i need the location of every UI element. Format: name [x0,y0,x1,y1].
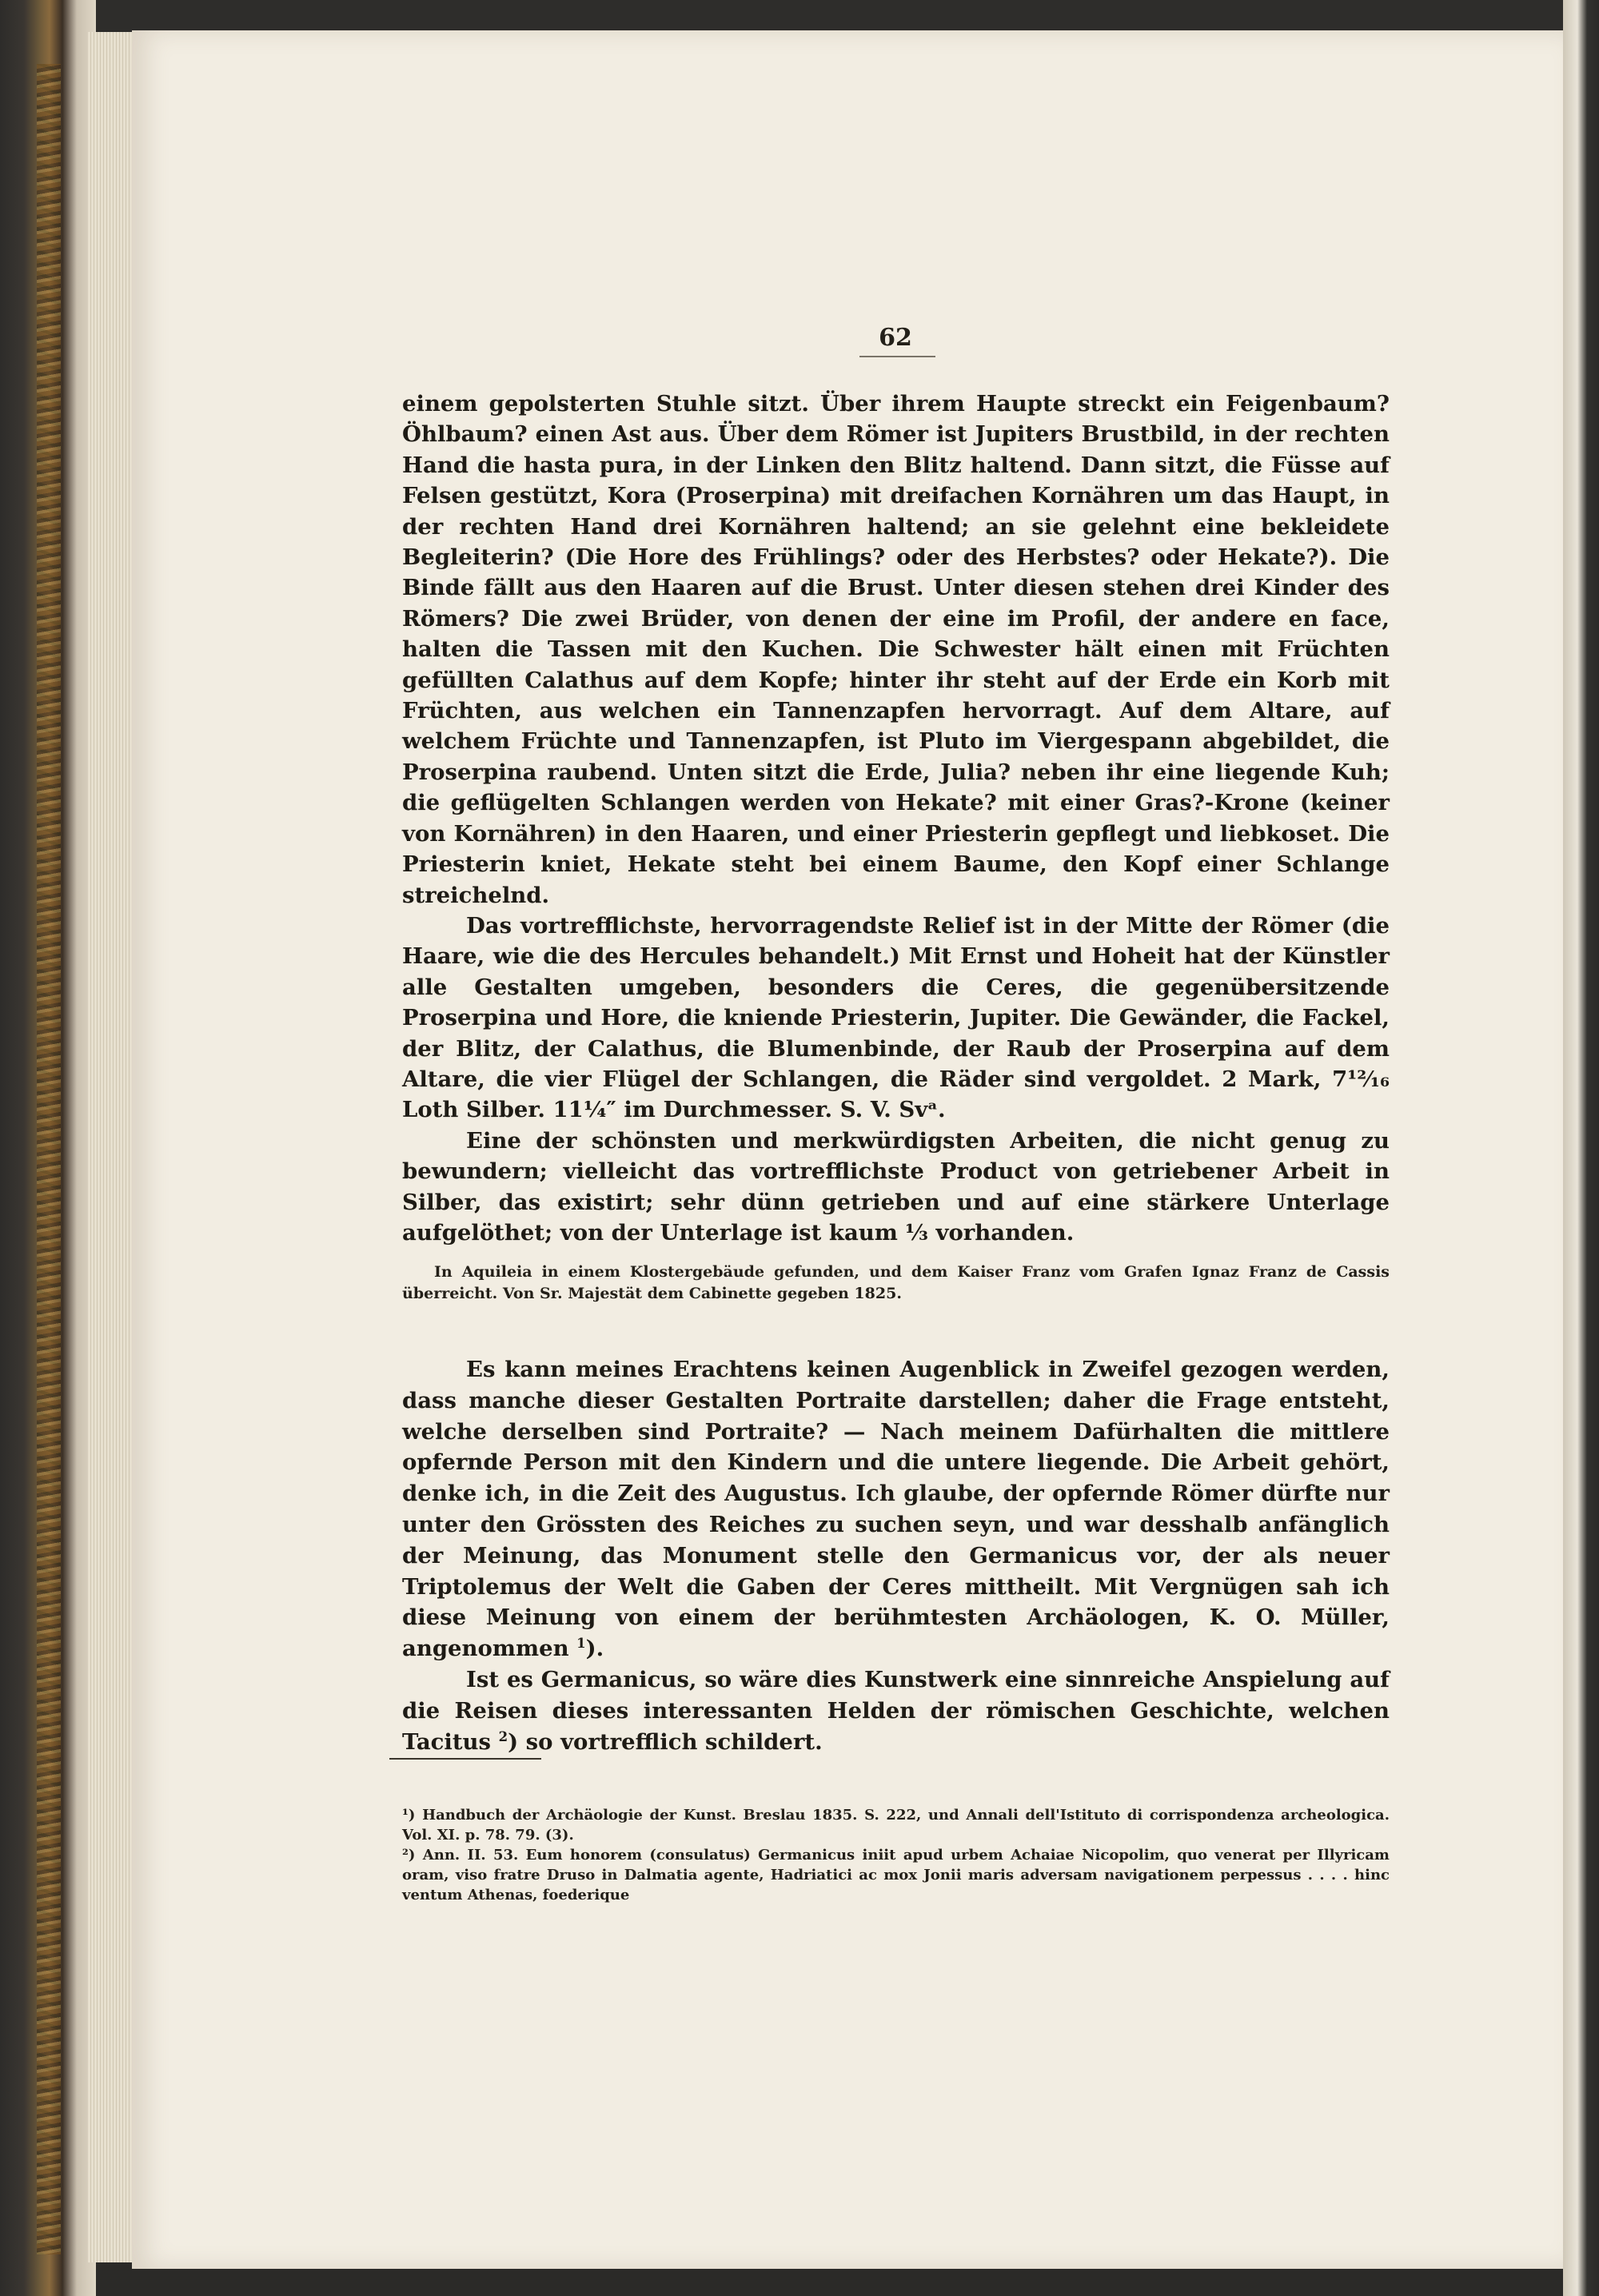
paragraph-3: Eine der schönsten und merkwürdigsten Arbeiten, die nicht genug zu bewundern; vielleicht das vortrefflichste Product von getriebener Arbeit in Silber, das existirt; sehr dünn getrieben und auf eine stärkere Unterlage aufgelöthet; von der Unterlage ist kaum ⅓ vorhanden. [402,1127,1390,1246]
footnote-1-mark: ¹) [402,1807,416,1824]
marbled-book-edge [37,64,61,2254]
paragraph-5-end: ) so vortrefflich schildert. [508,1728,823,1755]
footnote-1 [402,1805,1390,1845]
scan-background-right [1563,0,1599,2296]
provenance-note: In Aquileia in einem Klostergebäude gefunden, und dem Kaiser Franz vom Grafen Ignaz Franz de Cassis überreicht. Von Sr. Majestät dem Cabinette gegeben 1825. [402,1263,1390,1302]
paragraph-4-text: Es kann meines Erachtens keinen Augenblick in Zweifel gezogen werden, dass manche dieser Gestalten Portraite darstellen; daher die Frage entsteht, welche derselben sind Portraite? — Nach meinem Dafürhalten die mittlere opfernde Person mit den Kindern und die untere liegende. Die Arbeit gehört, denke ich, in die Zeit des Augustus. Ich glaube, der opfernde Römer dürfte nur unter den Grössten des Reiches zu suchen seyn, und war desshalb anfänglich der Meinung, das Monument stelle den Germanicus vor, der als neuer Triptolemus der Welt die Gaben der Ceres mittheilt. Mit Vergnügen sah ich diese Meinung von einem der berühmtesten Archäologen, K. O. Müller, angenommen [402,1357,1390,1662]
paragraph-1: einem gepolsterten Stuhle sitzt. Über ihrem Haupte streckt ein Feigenbaum? Öhlbaum? einen Ast aus. Über dem Römer ist Jupiters Brustbild, in der rechten Hand die hasta pura, in der Linken den Blitz haltend. Dann sitzt, die Füsse auf Felsen gestützt, Kora (Proserpina) mit dreifachen Kornähren um das Haupt, in der rechten Hand drei Kornähren haltend; an sie gelehnt eine bekleidete Begleiterin? (Die Hore des Frühlings? oder des Herbstes? oder Hekate?). Die Binde fällt aus den Haaren auf die Brust. Unter diesen stehen drei Kinder des Römers? Die zwei Brüder, von denen der eine im Profil, der andere en face, halten die Tassen mit den Kuchen. Die Schwester hält einen mit Früchten gefüllten Calathus auf dem Kopfe; hinter ihr steht auf der Erde ein Korb mit Früchten, aus welchen ein Tannenzapfen hervorragt. Auf dem Altare, auf welchem Früchte und Tannenzapfen, ist Pluto im Viergespann abgebildet, die Proserpina raubend. Unten sitzt die Erde, Julia? neben ihr eine liegende Kuh; die geflügelten Schlangen werden von Hekate? mit einer Gras?-Krone (keiner von Kornähren) in den Haaren, und einer Priesterin gepflegt und liebkoset. Die Priesterin kniet, Hekate steht bei einem Baume, den Kopf einer Schlange streichelnd. [402,391,1390,908]
commentary-text-block [402,1354,1390,1757]
paragraph-2: Das vortrefflichste, hervorragendste Relief ist in der Mitte der Römer (die Haare, wie die des Hercules behandelt.) Mit Ernst und Hoheit hat der Künstler alle Gestalten umgeben, besonders die Ceres, die gegenübersitzende Proserpina und Hore, die kniende Priesterin, Jupiter. Die Gewänder, die Fackel, der Blitz, der Calathus, die Blumenbinde, der Raub der Proserpina auf dem Altare, die vier Flügel der Schlangen, die Räder sind vergoldet. 2 Mark, 7¹²⁄₁₆ Loth Silber. 11¼″ im Durchmesser. S. V. Svᵃ. [402,912,1390,1123]
paragraph-4 [402,1354,1390,1664]
main-text-block [402,389,1390,1248]
page-number-rule [859,356,935,357]
page-stack-edges [88,32,136,2262]
scan-background-top [0,0,1599,30]
footnotes [402,1805,1390,1905]
page-number: 62 [879,324,912,352]
footnote-1-text: Handbuch der Archäologie der Kunst. Breslau 1835. S. 222, und Annali dell'Istituto di corrispondenza archeologica. Vol. XI. p. 78. 79. (3). [402,1807,1390,1844]
paragraph-5 [402,1664,1390,1757]
paragraph-4-end: ). [585,1636,604,1662]
footnote-2-mark: ²) [402,1847,416,1864]
paragraph-5-text: Ist es Germanicus, so wäre dies Kunstwerk eine sinnreiche Anspielung auf die Reisen dieses interessanten Helden der römischen Geschichte, welchen Tacitus [402,1666,1390,1755]
footnote-ref-1: 1 [576,1636,586,1652]
footnote-2-text: Ann. II. 53. Eum honorem (consulatus) Germanicus iniit apud urbem Achaiae Nicopolim, quo venerat per Illyricam oram, viso fratre Druso in Dalmatia agente, Hadriatici ac mox Jonii maris adversam navigationem perpessus . . . . hinc ventum Athenas, foederique [402,1847,1390,1903]
footnote-ref-2: 2 [498,1728,508,1744]
footnote-separator [389,1758,541,1760]
footnote-2 [402,1845,1390,1905]
